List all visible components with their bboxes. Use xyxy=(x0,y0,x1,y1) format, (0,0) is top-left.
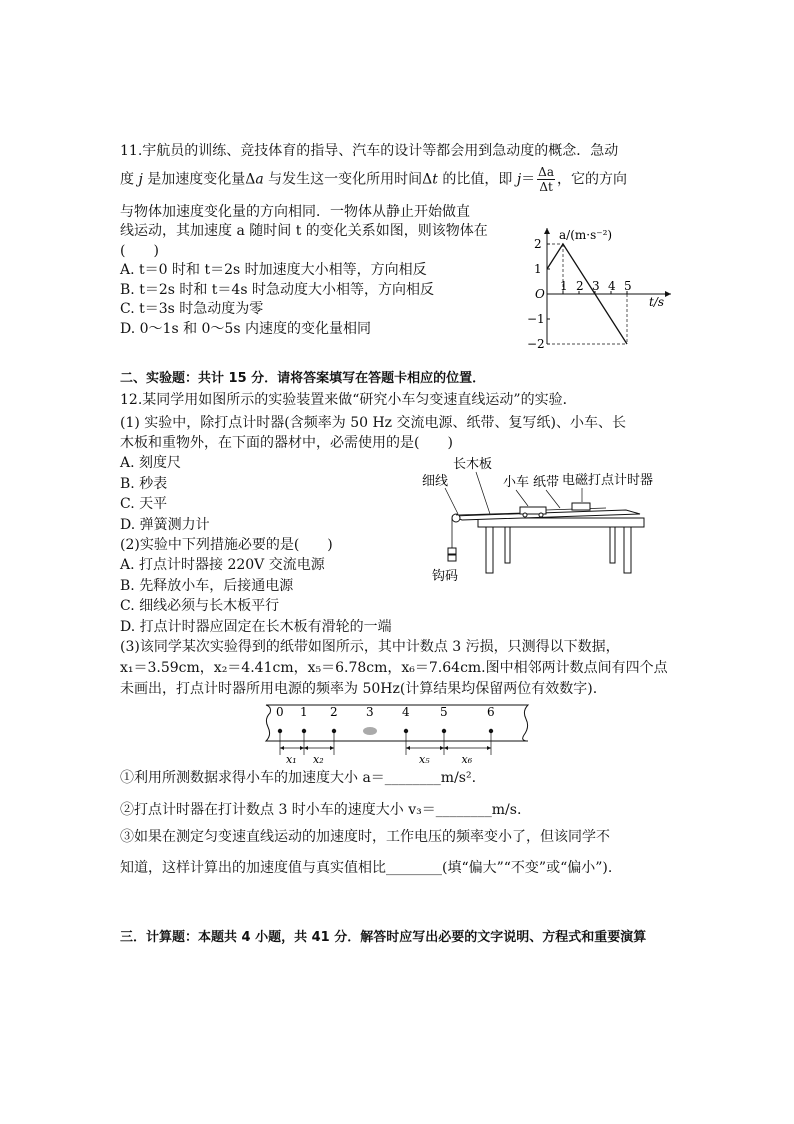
section2-heading: 二、实验题：共计 15 分．请将答案填写在答题卡相应的位置． xyxy=(120,371,486,386)
q12-sub1: ①利用所测数据求得小车的加速度大小 a＝________m/s². xyxy=(120,770,477,786)
x-tick-label: 2 xyxy=(576,279,584,293)
q12-part2-option-d: D. 打点计时器应固定在长木板有滑轮的一端 xyxy=(120,619,392,635)
q12-part1-line1: (1) 实验中，除打点计时器(含频率为 50 Hz 交流电源、纸带、复写纸)、小车、长 xyxy=(120,415,626,431)
label-cart: 小车 xyxy=(503,475,530,490)
smudged-point xyxy=(363,727,377,735)
x-axis-label: t/s xyxy=(649,295,665,309)
table-leg xyxy=(610,527,615,563)
table-leg xyxy=(624,527,631,573)
x-tick-label: 4 xyxy=(608,279,616,293)
y-axis-label: a/(m·s⁻²) xyxy=(559,228,613,242)
tape-point-label: 6 xyxy=(487,705,495,719)
q12-line1: 12.某同学用如图所示的实验装置来做“研究小车匀变速直线运动”的实验． xyxy=(120,392,577,408)
q12-part3-line1: (3)该同学某次实验得到的纸带如图所示，其中计数点 3 污损，只测得以下数据， xyxy=(120,639,620,655)
q12-part3-line3: 未画出，打点计时器所用电源的频率为 50Hz(计算结果均保留两位有效数字). xyxy=(120,681,598,697)
acceleration-time-chart xyxy=(525,222,685,352)
origin-label: O xyxy=(535,287,545,301)
paper-tape-diagram xyxy=(258,697,538,767)
tape-point-label: 4 xyxy=(402,705,410,719)
y-tick-label: 1 xyxy=(534,262,542,276)
label-board: 长木板 xyxy=(453,457,493,472)
q11-option-b: B. t＝2s 时和 t＝4s 时急动度大小相等，方向相反 xyxy=(120,282,434,298)
section3-heading: 三．计算题：本题共 4 小题，共 41 分．解答时应写出必要的文字说明、方程式和重要演算 xyxy=(120,930,647,945)
q12-part1-line2: 木板和重物外，在下面的器材中，必需使用的是( ) xyxy=(120,435,453,451)
q11-line1: 11.宇航员的训练、竞技体育的指导、汽车的设计等都会用到急动度的概念．急动 xyxy=(120,143,619,159)
segment-label: x₁ xyxy=(286,753,297,766)
label-weight: 钩码 xyxy=(432,569,459,582)
table-top xyxy=(478,518,644,527)
q12-part2-line: (2)实验中下列措施必要的是( ) xyxy=(120,537,333,553)
segment-label: x₅ xyxy=(419,753,430,766)
q11-line3: 与物体加速度变化量的方向相同．一物体从静止开始做直 xyxy=(120,204,470,220)
q12-part1-option-a: A. 刻度尺 xyxy=(120,455,182,471)
cart-wheel xyxy=(523,513,527,517)
label-string: 细线 xyxy=(422,474,449,489)
tape-point-label: 1 xyxy=(300,705,308,719)
x-tick-label: 3 xyxy=(592,279,600,293)
q12-sub3-line2: 知道，这样计算出的加速度值与真实值相比________(填“偏大”“不变”或“偏小”). xyxy=(120,860,613,876)
table-leg xyxy=(486,527,493,573)
label-timer: 电磁打点计时器 xyxy=(562,473,654,488)
tape-point-label: 0 xyxy=(276,705,284,719)
tape-point-label: 2 xyxy=(330,705,338,719)
q12-sub2: ②打点计时器在打计数点 3 时小车的速度大小 v₃＝________m/s. xyxy=(120,802,522,818)
q12-part2-option-a: A. 打点计时器接 220V 交流电源 xyxy=(120,557,325,573)
tape-point-label: 3 xyxy=(366,705,374,719)
q12-part2-option-c: C. 细线必须与长木板平行 xyxy=(120,598,280,614)
y-tick-label: −2 xyxy=(527,337,545,351)
q11-line2: 度 j 是加速度变化量Δa 与发生这一变化所用时间Δt 的比值，即 j＝ $\frac{\Delta a}{\Delta t}$ ，它的方向 xyxy=(120,165,627,194)
q12-part3-line2: x₁＝3.59cm，x₂＝4.41cm，x₅＝6.78cm，x₆＝7.64cm.图中相邻两计数点间有四个点 xyxy=(120,660,668,676)
tape-point-label: 5 xyxy=(440,705,448,719)
electromagnetic-timer xyxy=(572,503,590,510)
x-tick-label: 1 xyxy=(560,279,568,293)
q12-sub3-line1: ③如果在测定匀变速直线运动的加速度时，工作电压的频率变小了，但该同学不 xyxy=(120,829,610,845)
hook-weight xyxy=(448,555,456,561)
q11-line5: ( ) xyxy=(120,243,159,259)
q11-option-a: A. t＝0 时和 t＝2s 时加速度大小相等，方向相反 xyxy=(120,262,427,278)
segment-label: x₂ xyxy=(313,753,324,766)
cart-wheel xyxy=(539,513,543,517)
q12-part1-option-d: D. 弹簧测力计 xyxy=(120,517,210,533)
jerk-fraction: $\frac{\Delta a}{\Delta t}$ xyxy=(538,165,554,194)
q12-part1-option-c: C. 天平 xyxy=(120,496,168,512)
q11-option-d: D. 0～1s 和 0～5s 内速度的变化量相同 xyxy=(120,321,371,337)
segment-label: x₆ xyxy=(461,753,473,766)
q12-part1-option-b: B. 秒表 xyxy=(120,476,168,492)
q12-part2-option-b: B. 先释放小车，后接通电源 xyxy=(120,578,294,594)
label-tape: 纸带 xyxy=(533,475,560,490)
y-tick-label: −1 xyxy=(527,312,545,326)
table-leg xyxy=(505,527,510,563)
hook-weight xyxy=(448,548,456,554)
x-tick-label: 5 xyxy=(624,279,632,293)
q11-line4: 线运动，其加速度 a 随时间 t 的变化关系如图，则该物体在 xyxy=(120,223,488,239)
y-tick-label: 2 xyxy=(534,237,542,251)
apparatus-diagram xyxy=(410,452,668,582)
q11-option-c: C. t＝3s 时急动度为零 xyxy=(120,301,264,317)
